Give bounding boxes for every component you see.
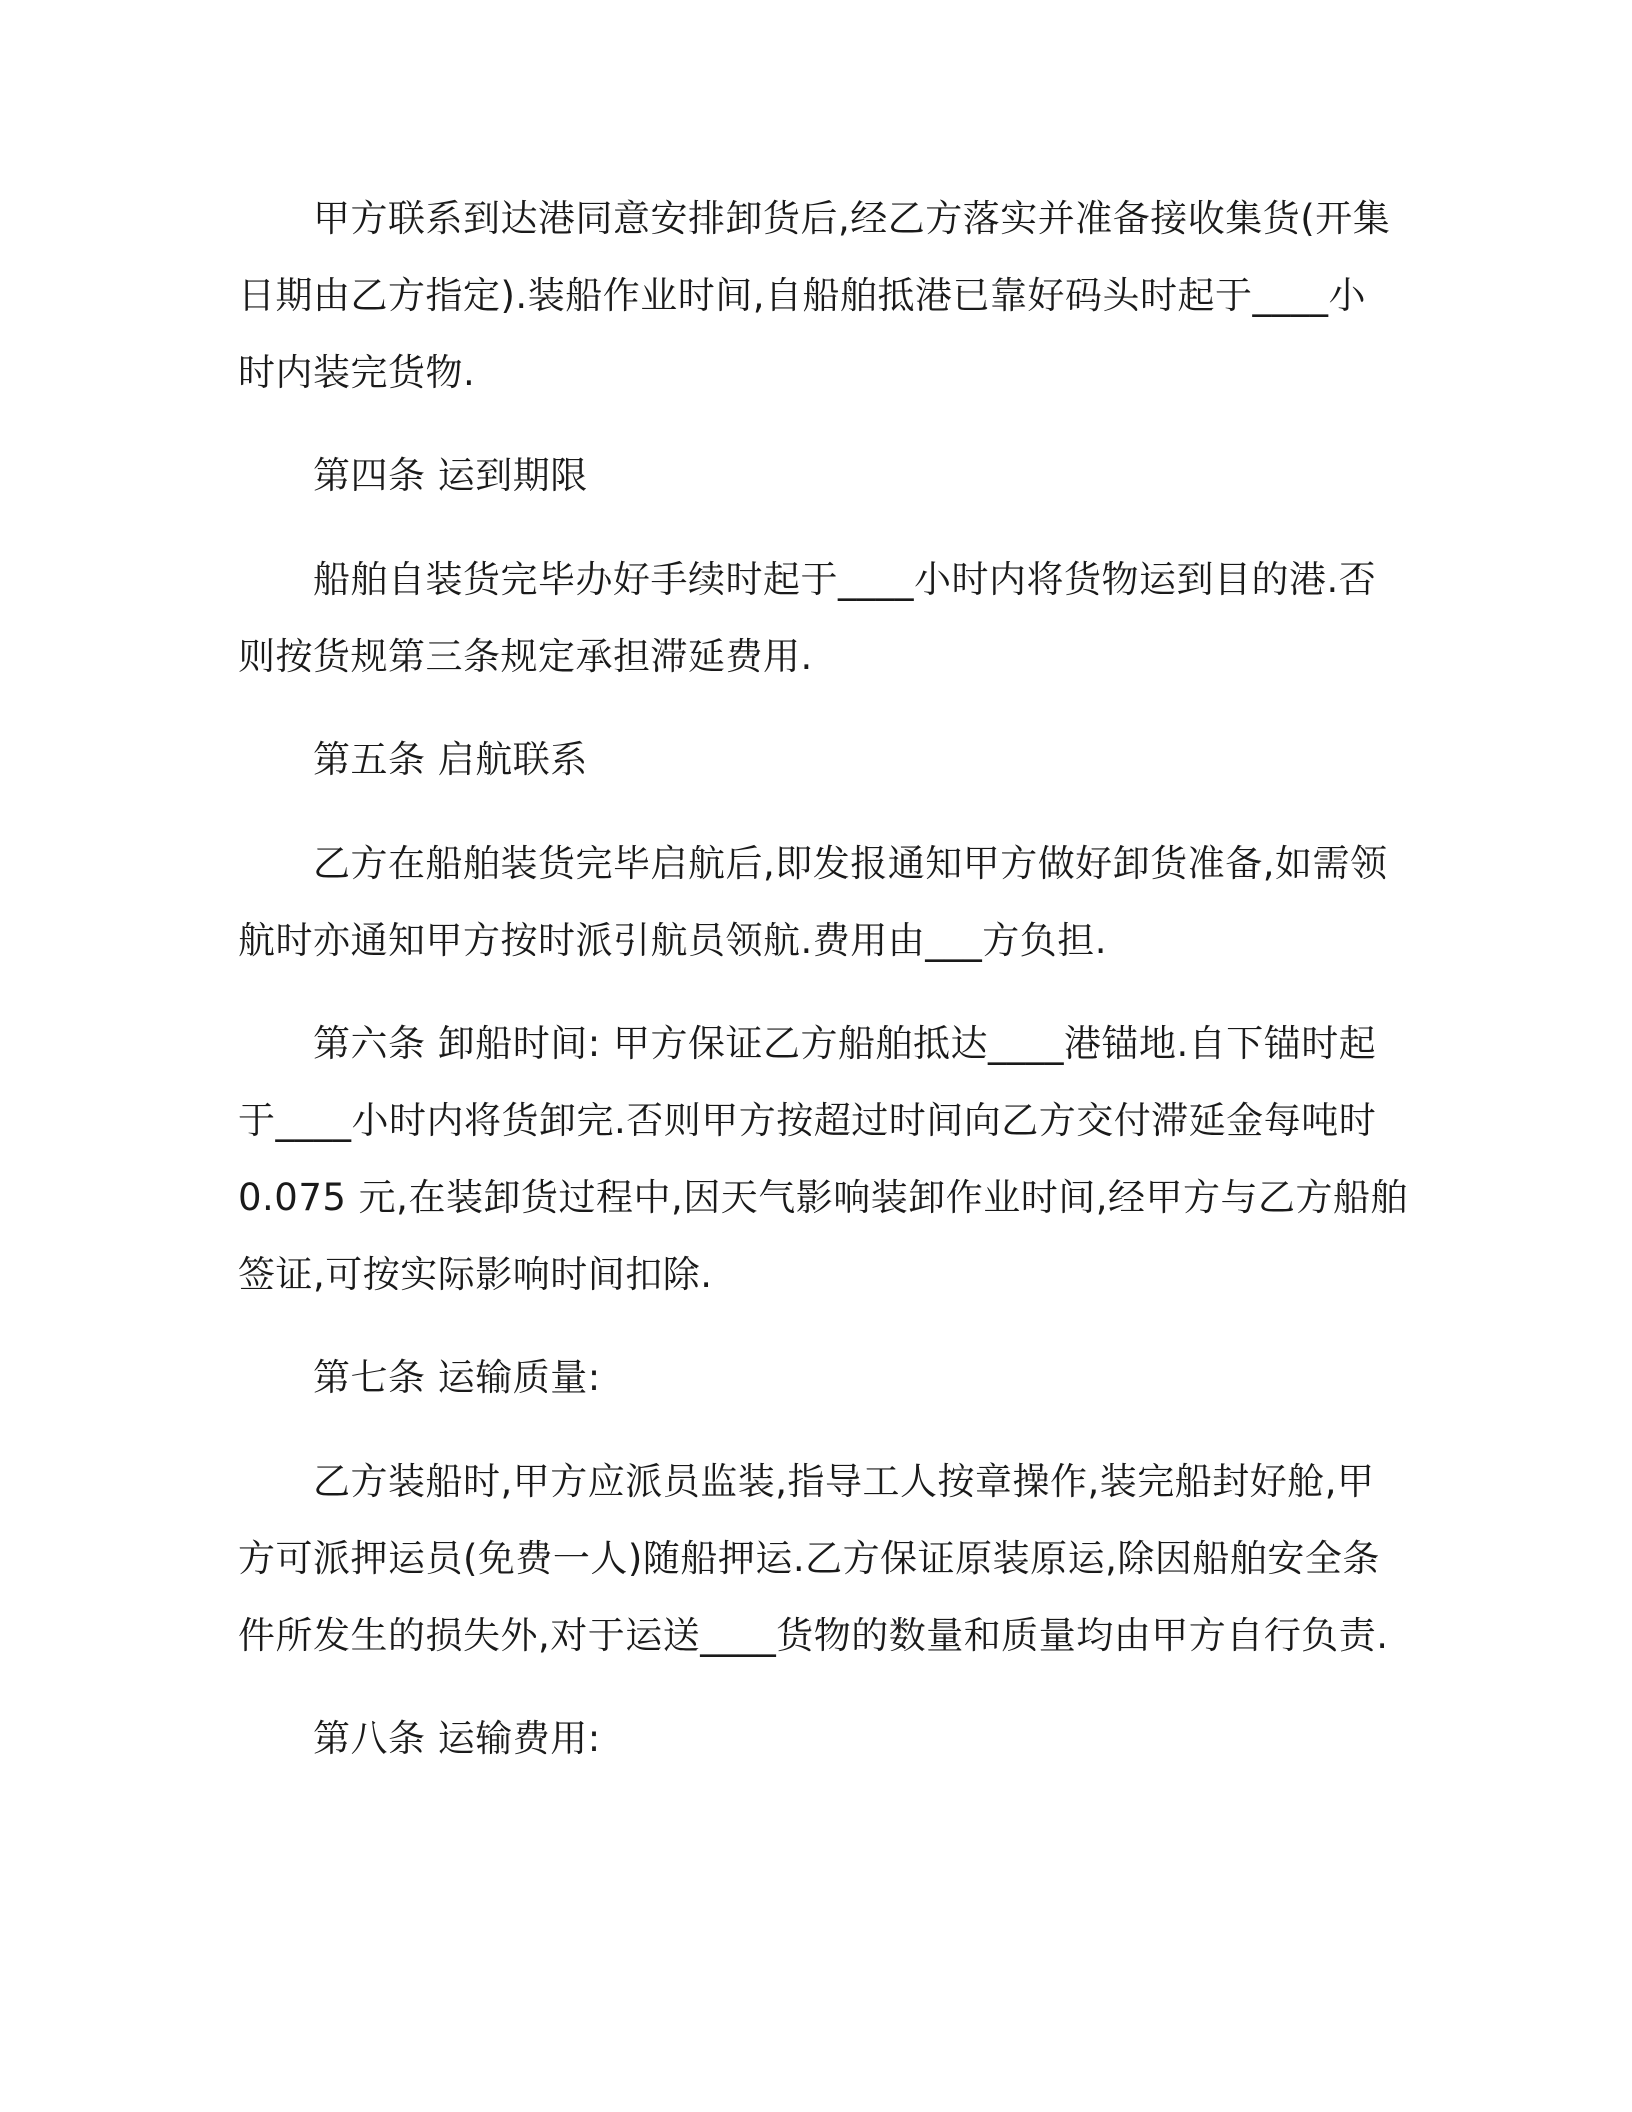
text-line: 船舶自装货完毕办好手续时起于____小时内将货物运到目的港.否 — [313, 558, 1377, 601]
text-line: 航时亦通知甲方按时派引航员领航.费用由___方负担. — [238, 919, 1108, 962]
body-paragraph — [238, 180, 1398, 411]
section-heading — [238, 1700, 1398, 1777]
heading-text: 第七条 运输质量: — [313, 1356, 601, 1399]
section-heading — [238, 1339, 1398, 1416]
text-line: 则按货规第三条规定承担滞延费用. — [238, 635, 813, 678]
section-heading — [238, 721, 1398, 798]
text-line: 于____小时内将货卸完.否则甲方按超过时间向乙方交付滞延金每吨时 — [238, 1099, 1377, 1142]
body-paragraph — [238, 1005, 1408, 1313]
text-line: 件所发生的损失外,对于运送____货物的数量和质量均由甲方自行负责. — [238, 1614, 1389, 1657]
text-line: 方可派押运员(免费一人)随船押运.乙方保证原装原运,除因船舶安全条 — [238, 1537, 1380, 1580]
text-line: 日期由乙方指定).装船作业时间,自船舶抵港已靠好码头时起于____小 — [238, 274, 1366, 317]
text-line: 第六条 卸船时间: 甲方保证乙方船舶抵达____港锚地.自下锚时起 — [313, 1022, 1377, 1065]
body-paragraph — [238, 825, 1398, 979]
text-line: 甲方联系到达港同意安排卸货后,经乙方落实并准备接收集货(开集 — [313, 197, 1391, 240]
body-paragraph — [238, 1443, 1398, 1674]
body-paragraph — [238, 541, 1398, 695]
text-line: 签证,可按实际影响时间扣除. — [238, 1253, 713, 1296]
text-line: 0.075 元,在装卸货过程中,因天气影响装卸作业时间,经甲方与乙方船舶 — [238, 1176, 1408, 1219]
heading-text: 第四条 运到期限 — [313, 454, 588, 497]
text-line: 时内装完货物. — [238, 351, 476, 394]
section-heading — [238, 437, 1398, 514]
text-line: 乙方装船时,甲方应派员监装,指导工人按章操作,装完船封好舱,甲 — [313, 1460, 1375, 1503]
text-line: 乙方在船舶装货完毕启航后,即发报通知甲方做好卸货准备,如需领 — [313, 842, 1388, 885]
heading-text: 第五条 启航联系 — [313, 738, 588, 781]
heading-text: 第八条 运输费用: — [313, 1717, 601, 1760]
